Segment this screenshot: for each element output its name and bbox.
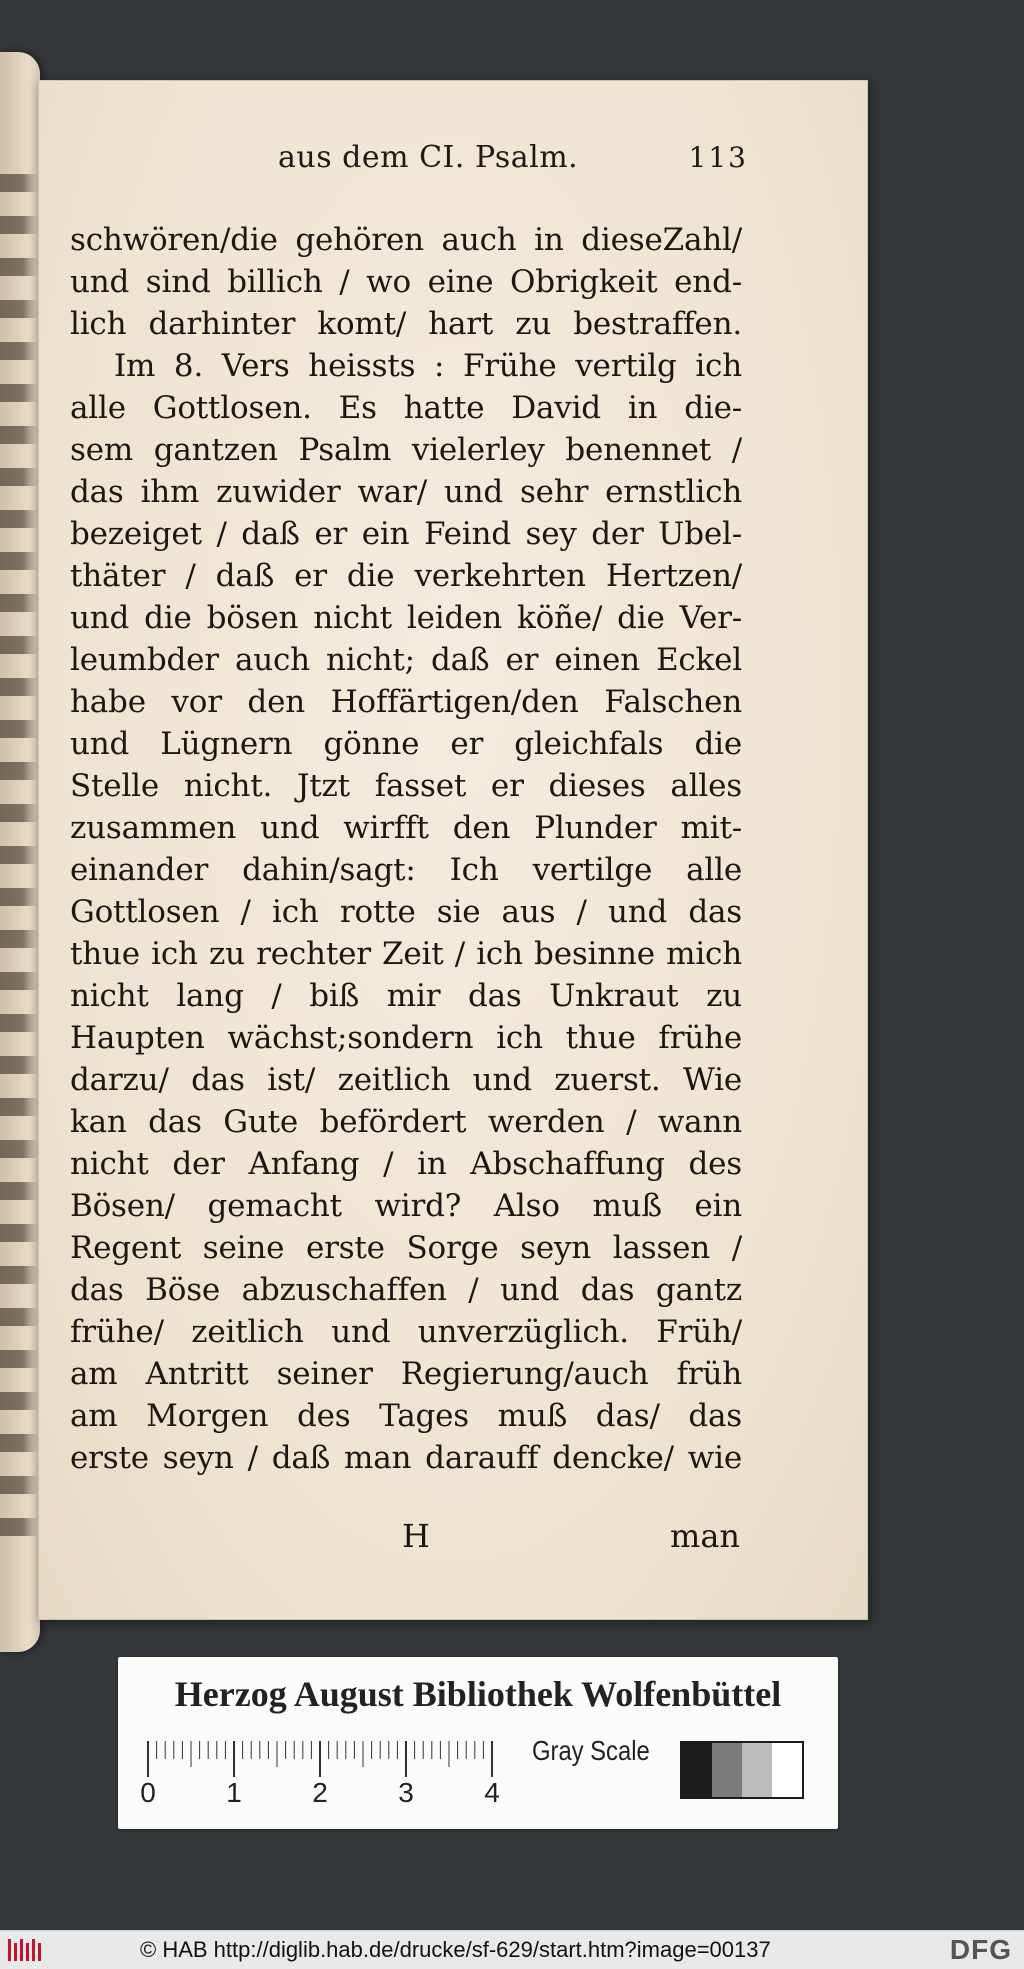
ruler-label: 0	[140, 1777, 156, 1808]
adjacent-page-edge	[0, 52, 40, 1652]
text-line: Bösen/ gemacht wird? Also muß ein	[70, 1188, 742, 1224]
text-line: habe vor den Hoffärtigen/den Falschen	[70, 684, 742, 720]
text-line: nicht der Anfang / in Abschaffung des	[70, 1146, 742, 1182]
ruler-label: 3	[398, 1777, 414, 1808]
body-text	[70, 182, 742, 1555]
hab-logo-icon	[6, 1937, 46, 1963]
library-name: Herzog August Bibliothek Wolfenbüttel	[174, 1674, 782, 1714]
ruler-label: 2	[312, 1777, 328, 1808]
text-line: alle Gottlosen. Es hatte David in die-	[70, 390, 742, 426]
gray-scale-label: Gray Scale	[532, 1735, 650, 1766]
text-line: und sind billich / wo eine Obrigkeit end-	[70, 264, 742, 300]
text-line: Im 8. Vers heissts : Frühe vertilg ich	[114, 348, 742, 384]
ruler-label: 4	[484, 1777, 500, 1808]
text-line: sem gantzen Psalm vielerley benennet /	[70, 432, 742, 468]
text-line: frühe/ zeitlich und unverzüglich. Früh/	[70, 1314, 742, 1350]
adjacent-page-text-bleed	[0, 162, 38, 1542]
text-line: Gottlosen / ich rotte sie aus / und das	[70, 894, 742, 930]
signature-mark: H	[402, 1517, 430, 1555]
text-line: nicht lang / biß mir das Unkraut zu	[70, 978, 742, 1014]
gray-swatch	[772, 1743, 802, 1797]
text-line: zusammen und wirfft den Plunder mit-	[70, 810, 742, 846]
text-line: und Lügnern gönne er gleichfals die	[70, 726, 742, 762]
text-line: am Morgen des Tages muß das/ das	[70, 1398, 742, 1434]
page-number: 113	[688, 141, 748, 174]
footer-bar	[0, 1930, 1024, 1969]
ruler-label: 1	[226, 1777, 242, 1808]
gray-swatch	[742, 1743, 772, 1797]
text-line: bezeiget / daß er ein Feind sey der Ubel-	[70, 516, 742, 552]
text-line: kan das Gute befördert werden / wann	[70, 1104, 742, 1140]
text-line: schwören/die gehören auch in dieseZahl/	[70, 222, 742, 258]
dfg-logo: DFG	[949, 1934, 1012, 1965]
gray-swatch	[712, 1743, 742, 1797]
running-head	[278, 140, 748, 188]
text-line: Haupten wächst;sondern ich thue frühe	[70, 1020, 742, 1056]
text-line: leumbder auch nicht; daß er einen Eckel	[70, 642, 742, 678]
text-line: am Antritt seiner Regierung/auch früh	[70, 1356, 742, 1392]
text-line: einander dahin/sagt: Ich vertilge alle	[70, 852, 742, 888]
text-line: und die bösen nicht leiden köñe/ die Ver-	[70, 600, 742, 636]
color-scale-target	[118, 1657, 838, 1829]
footer-copyright: © HAB http://diglib.hab.de/drucke/sf-629/start.htm?image=00137	[140, 1937, 771, 1962]
catchword: man	[670, 1517, 741, 1555]
gray-swatch	[682, 1743, 712, 1797]
text-line: erste seyn / daß man darauff dencke/ wie	[70, 1440, 742, 1476]
book-page	[38, 80, 868, 1620]
ruler-ticks	[146, 1739, 506, 1779]
text-line: thue ich zu rechter Zeit / ich besinne mich	[70, 936, 742, 972]
text-line: darzu/ das ist/ zeitlich und zuerst. Wie	[70, 1062, 742, 1098]
text-line: Regent seine erste Sorge seyn lassen /	[70, 1230, 742, 1266]
gray-scale-swatches	[680, 1741, 804, 1799]
text-line: thäter / daß er die verkehrten Hertzen/	[70, 558, 742, 594]
text-line: das Böse abzuschaffen / und das gantz	[70, 1272, 742, 1308]
centimeter-ruler	[140, 1739, 506, 1808]
text-line: Stelle nicht. Jtzt fasset er dieses alles	[70, 768, 742, 804]
text-line: lich darhinter komt/ hart zu bestraffen.	[70, 306, 742, 342]
text-line: das ihm zuwider war/ und sehr ernstlich	[70, 474, 742, 510]
running-title: aus dem CI. Psalm.	[278, 140, 579, 175]
